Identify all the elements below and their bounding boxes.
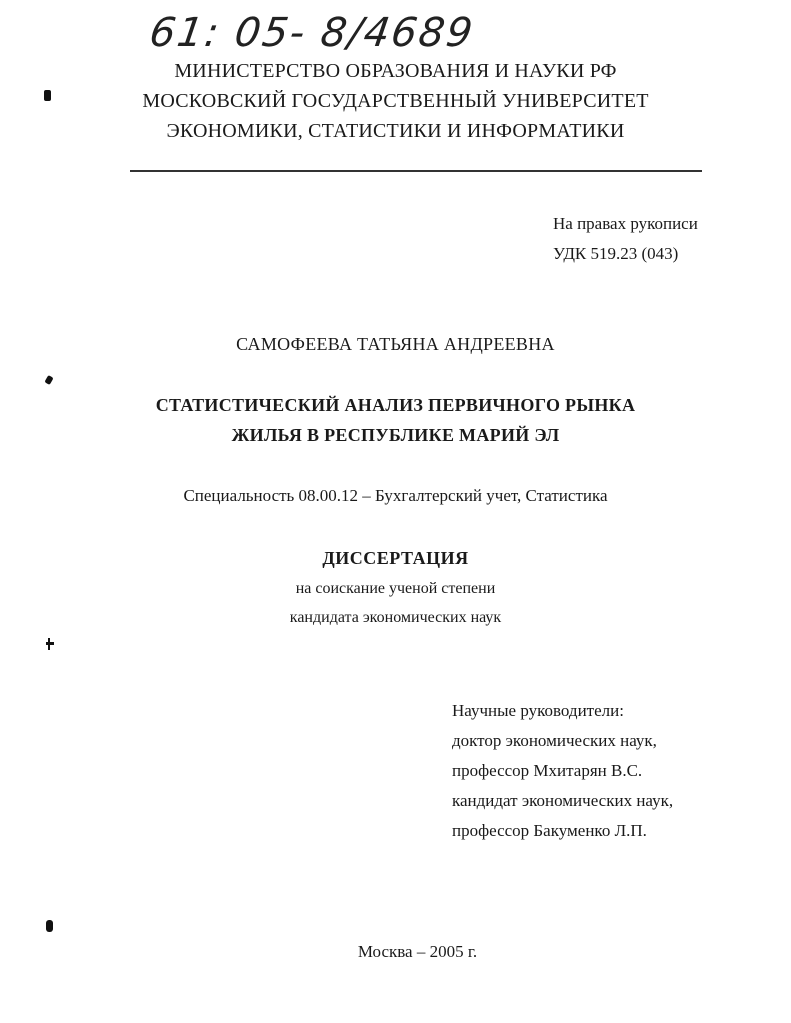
header-university-cont: ЭКОНОМИКИ, СТАТИСТИКИ И ИНФОРМАТИКИ bbox=[166, 120, 625, 142]
supervisors-heading: Научные руководители: bbox=[452, 701, 624, 720]
supervisor-2-name: профессор Бакуменко Л.П. bbox=[452, 821, 647, 840]
header-ministry: МИНИСТЕРСТВО ОБРАЗОВАНИЯ И НАУКИ РФ bbox=[174, 60, 617, 82]
archive-stamp: 61: 05- 8/4689 bbox=[146, 10, 478, 56]
header-university: МОСКОВСКИЙ ГОСУДАРСТВЕННЫЙ УНИВЕРСИТЕТ bbox=[142, 90, 649, 112]
scan-mark-2 bbox=[44, 375, 53, 385]
udk-code: УДК 519.23 (043) bbox=[553, 244, 679, 263]
scan-mark-4 bbox=[48, 638, 50, 650]
author-name: САМОФЕЕВА ТАТЬЯНА АНДРЕЕВНА bbox=[236, 334, 555, 354]
degree-line2: кандидата экономических наук bbox=[289, 609, 502, 626]
supervisor-1-degree: доктор экономических наук, bbox=[452, 731, 657, 750]
thesis-title-line1: СТАТИСТИЧЕСКИЙ АНАЛИЗ ПЕРВИЧНОГО РЫНКА bbox=[155, 395, 636, 415]
degree-line1: на соискание ученой степени bbox=[295, 580, 496, 597]
thesis-title-line2: ЖИЛЬЯ В РЕСПУБЛИКЕ МАРИЙ ЭЛ bbox=[231, 425, 560, 445]
manuscript-rights: На правах рукописи bbox=[553, 214, 698, 233]
supervisor-2-degree: кандидат экономических наук, bbox=[452, 791, 674, 810]
specialty: Специальность 08.00.12 – Бухгалтерский учет, Статистика bbox=[183, 486, 608, 505]
supervisor-1-name: профессор Мхитарян В.С. bbox=[452, 761, 643, 780]
scan-mark-5 bbox=[46, 920, 53, 932]
dissertation-label: ДИССЕРТАЦИЯ bbox=[322, 548, 469, 568]
city-year: Москва – 2005 г. bbox=[357, 942, 478, 961]
supervisors-block bbox=[452, 700, 673, 850]
header-divider bbox=[130, 170, 702, 172]
